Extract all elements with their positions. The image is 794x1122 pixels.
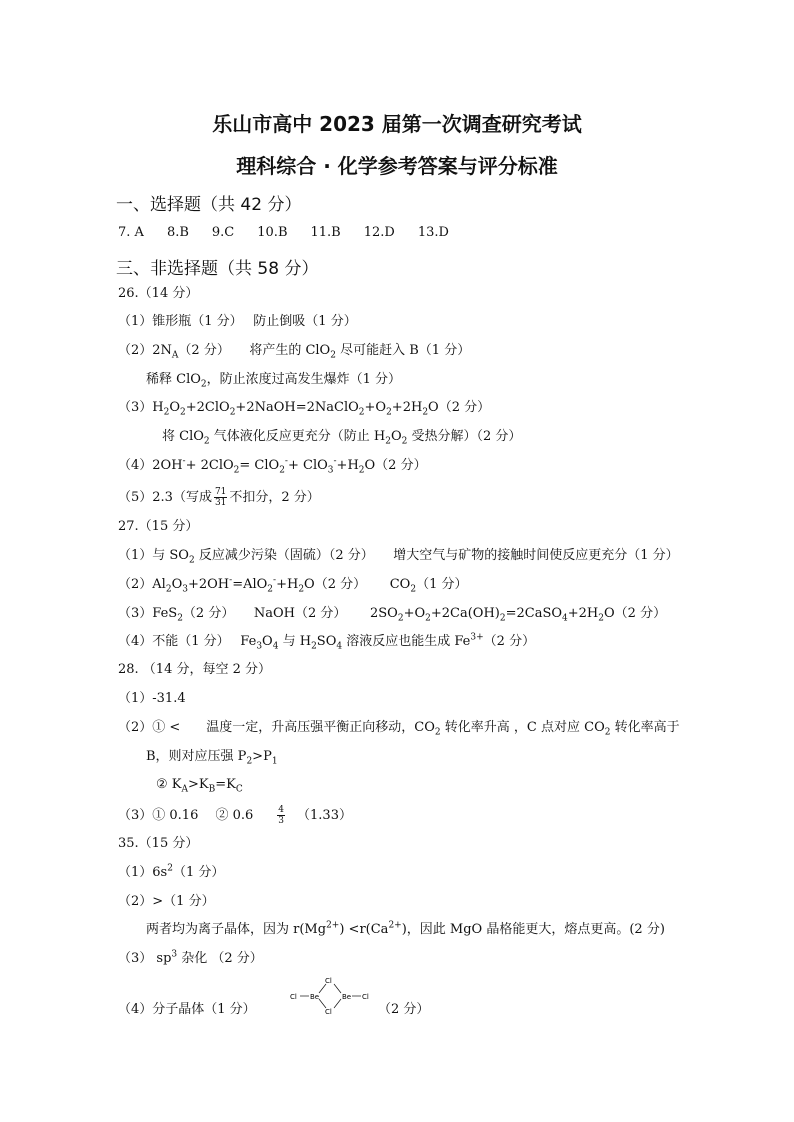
mcq-answer: 10.B [257,225,288,240]
q26-part1: （1）锥形瓶（1 分） 防止倒吸（1 分） [118,314,357,329]
q27-heading: 27.（15 分） [118,519,199,534]
q26-heading: 26.（14 分） [118,286,199,301]
q28-part3: （3）① 0.16 ② 0.6 $\frac{4}{3}$ （1.33） [118,805,352,826]
mcq-answer: 7. A [118,225,144,240]
q28-part1: （1）-31.4 [118,691,186,706]
atom-cl: Cl [290,993,297,1001]
title-line-1: 乐山市高中 2023 届第一次调查研究考试 [212,112,582,136]
section-1-heading: 一、选择题（共 42 分） [116,195,302,215]
q35-heading: 35.（15 分） [118,836,199,851]
mcq-answer: 8.B [166,225,189,240]
q26-part2: $(2)2N_A(2$ 分） 将产生的 ClO$_2$ 尽可能赶入 B（1 分） [118,343,471,361]
q28-part2-line3: ② $K_A>K_B=K_C$ [156,777,243,795]
q26-part5: （5）2.3（写成 $\frac{71}{31}$ 不扣分，2 分） [118,487,320,508]
q35-part4-score: （2 分） [378,1002,430,1017]
atom-cl: Cl [325,1008,332,1016]
section-3-heading: 三、非选择题（共 58 分） [116,259,319,279]
q26-part3: $(3)H_2O_2+2ClO_2+2NaOH=2NaClO_2+O_2+2H_2O(2$ 分） [118,400,491,418]
q35-part1: $(1)6s^2(1$ 分） [118,863,225,880]
atom-be: Be [310,993,320,1001]
q27-part1: （1）与 $SO_2$ 反应减少污染（固硫）（2 分） 增大空气与矿物的接触时间使反应更充分（1 分） [118,548,679,566]
q35-part4: （4）分子晶体（1 分） [118,1002,256,1017]
mcq-answers [118,224,472,242]
q28-part2: （2）① < 温度一定，升高压强平衡正向移动，$CO_2$ 转化率升高 ，C 点对应 $CO_2$ 转化率高于 [118,720,680,738]
q26-part3-line2: 将 ClO$_2$ 气体液化反应更充分（防止 $H_2O_2$ 受热分解）（2 分） [162,429,522,447]
title-line-2: 理科综合 · 化学参考答案与评分标准 [236,154,558,178]
q35-part2: （2）>（1 分） [118,894,215,909]
q27-part2: $(2)Al_2O_3+2OH^-=AlO_2^-+H_2O(2$ 分） $CO_2(1$ 分） [118,575,468,595]
mcq-answer: 11.B [310,225,341,240]
q35-part3: （3） $sp^3$ 杂化 （2 分） [118,949,263,966]
mcq-answer: 12.D [363,225,395,240]
q35-part2-line2: 两者均为离子晶体，因为 $r(Mg^{2+}) <r(Ca^{2+})$，因此 MgO 晶格能更大，熔点更高。(2 分) [146,920,665,937]
q28-heading: 28. （14 分，每空 2 分） [118,662,272,677]
mcq-answer: 13.D [417,225,449,240]
q28-part2-line2: B，则对应压强 $P_2>P_1$ [146,749,278,767]
q27-part4: （4）不能（1 分） $Fe_3O_4$ 与 $H_2SO_4$ 溶液反应也能生成 $Fe^{3+}(2$ 分） [118,632,536,652]
q26-part4: $(4)2OH^-+ 2ClO_2= ClO_2^-+ ClO_3^-+H_2O(2$ 分） [118,456,427,476]
atom-cl: Cl [362,993,369,1001]
q26-part2-line2: 稀释 ClO$_2$，防止浓度过高发生爆炸（1 分） [146,372,402,390]
q27-part3: （3）FeS$_2$（2 分） NaOH（2 分） $2SO_2+O_2+2Ca(OH)_2=2CaSO_4+2H_2O(2$ 分） [118,606,667,624]
becl2-dimer-structure [287,974,377,1018]
atom-be: Be [342,993,352,1001]
atom-cl: Cl [325,977,332,985]
mcq-answer: 9.C [211,225,235,240]
